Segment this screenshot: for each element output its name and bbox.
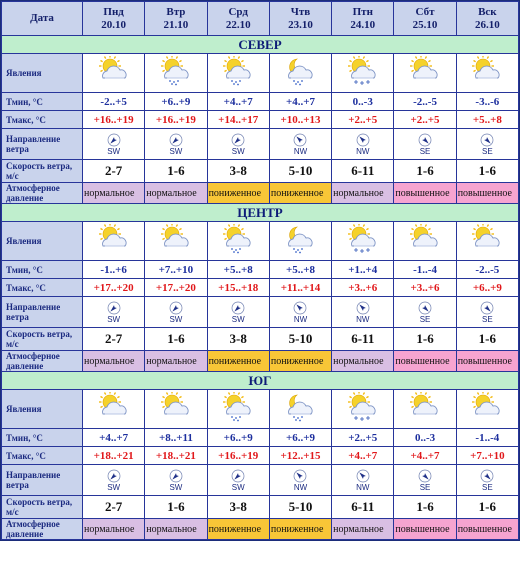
- day-name: Вск: [478, 5, 497, 18]
- phenomena-cell: [83, 222, 144, 260]
- day-name: Втр: [166, 5, 186, 18]
- partly-cloudy-light-rain-icon: [220, 241, 256, 258]
- wind-speed-label: Скорость ветра, м/с: [2, 160, 82, 182]
- wind-direction-text: NW: [293, 483, 308, 492]
- tmax-cell: +10..+13: [270, 111, 331, 128]
- wind-arrow-icon: [208, 133, 269, 147]
- pressure-cell: пониженное: [270, 351, 331, 371]
- wind-arrow-icon: [83, 469, 144, 483]
- pressure-cell: повышенное: [457, 519, 518, 539]
- tmin-cell: +1..+4: [332, 261, 393, 278]
- partly-cloudy-sun-icon: [469, 73, 505, 90]
- tmin-cell: -2..-5: [394, 93, 455, 110]
- wind-direction-cell: [145, 297, 206, 327]
- wind-direction-cell: [145, 465, 206, 495]
- pressure-row: [2, 519, 518, 539]
- day-header-1: [145, 2, 206, 35]
- wind-direction-text: SW: [107, 147, 121, 156]
- tmin-label: Тмин, °С: [2, 261, 82, 278]
- partly-cloudy-sun-icon: [407, 409, 443, 426]
- partly-cloudy-sun-icon: [469, 241, 505, 258]
- wind-direction-cell: [208, 129, 269, 159]
- region-name: СЕВЕР: [2, 36, 518, 53]
- wind-direction-text: SW: [169, 315, 183, 324]
- partly-cloudy-light-rain-icon: [158, 73, 194, 90]
- cloud-snow-icon: [345, 73, 381, 90]
- wind-direction-text: SE: [419, 483, 431, 492]
- wind-speed-cell: 1-6: [457, 160, 518, 182]
- moon-cloud-rain-icon: [282, 241, 318, 258]
- tmin-row: [2, 93, 518, 110]
- partly-cloudy-sun-icon: [407, 73, 443, 90]
- wind-arrow-icon: [270, 133, 331, 147]
- tmax-cell: +14..+17: [208, 111, 269, 128]
- wind-direction-text: SW: [231, 315, 245, 324]
- phenomena-row: [2, 54, 518, 92]
- pressure-row: [2, 183, 518, 203]
- wind-direction-cell: [394, 297, 455, 327]
- partly-cloudy-light-rain-icon: [220, 409, 256, 426]
- wind-direction-text: NW: [293, 315, 308, 324]
- pressure-label: Атмосферное давление: [2, 183, 82, 203]
- tmax-row: [2, 111, 518, 128]
- tmin-cell: +8..+11: [145, 429, 206, 446]
- wind-speed-cell: 1-6: [145, 160, 206, 182]
- phenomena-label: Явления: [2, 222, 82, 260]
- phenomena-cell: [270, 390, 331, 428]
- wind-direction-cell: [332, 465, 393, 495]
- moon-cloud-rain-icon: [282, 409, 318, 426]
- wind-direction-text: NW: [356, 147, 370, 156]
- tmax-cell: +6..+9: [457, 279, 518, 296]
- pressure-cell: нормальное: [332, 183, 393, 203]
- wind-arrow-icon: [332, 133, 393, 147]
- wind-arrow-icon: [457, 469, 518, 483]
- wind-speed-cell: 3-8: [208, 160, 269, 182]
- wind-arrow-icon: [270, 469, 331, 483]
- wind-speed-cell: 2-7: [83, 160, 144, 182]
- phenomena-cell: [145, 390, 206, 428]
- tmin-cell: -2..-5: [457, 261, 518, 278]
- day-name: Птн: [352, 5, 373, 18]
- tmin-cell: +7..+10: [145, 261, 206, 278]
- pressure-cell: нормальное: [332, 351, 393, 371]
- tmax-row: [2, 447, 518, 464]
- day-header-5: [394, 2, 455, 35]
- tmax-label: Тмакс, °С: [2, 279, 82, 296]
- wind-speed-cell: 1-6: [457, 328, 518, 350]
- phenomena-cell: [270, 54, 331, 92]
- tmax-cell: +17..+20: [83, 279, 144, 296]
- day-name: Срд: [228, 5, 248, 18]
- wind-direction-cell: [457, 297, 518, 327]
- wind-direction-cell: [394, 465, 455, 495]
- wind-arrow-icon: [83, 133, 144, 147]
- tmin-cell: +2..+5: [332, 429, 393, 446]
- wind-speed-cell: 5-10: [270, 496, 331, 518]
- tmin-cell: -3..-6: [457, 93, 518, 110]
- pressure-cell: пониженное: [208, 183, 269, 203]
- wind-direction-cell: [394, 129, 455, 159]
- wind-direction-text: SE: [419, 315, 431, 324]
- wind-arrow-icon: [457, 133, 518, 147]
- tmin-cell: +5..+8: [270, 261, 331, 278]
- wind-arrow-icon: [83, 301, 144, 315]
- phenomena-cell: [83, 54, 144, 92]
- partly-cloudy-sun-icon: [96, 241, 132, 258]
- tmax-cell: +16..+19: [83, 111, 144, 128]
- partly-cloudy-sun-icon: [158, 241, 194, 258]
- partly-cloudy-light-rain-icon: [220, 73, 256, 90]
- moon-cloud-rain-icon: [282, 73, 318, 90]
- forecast-table: [1, 1, 519, 540]
- tmax-cell: +2..+5: [332, 111, 393, 128]
- day-header-0: [83, 2, 144, 35]
- day-date: 24.10: [350, 18, 376, 31]
- wind-arrow-icon: [208, 469, 269, 483]
- wind-direction-text: SE: [482, 483, 493, 492]
- wind-direction-row: [2, 297, 518, 327]
- tmax-cell: +5..+8: [457, 111, 518, 128]
- partly-cloudy-sun-icon: [96, 73, 132, 90]
- wind-direction-cell: [83, 465, 144, 495]
- phenomena-label: Явления: [2, 390, 82, 428]
- phenomena-cell: [457, 54, 518, 92]
- pressure-row: [2, 351, 518, 371]
- wind-speed-cell: 1-6: [145, 328, 206, 350]
- pressure-cell: нормальное: [83, 183, 144, 203]
- wind-speed-row: [2, 496, 518, 518]
- day-date: 23.10: [288, 18, 313, 31]
- pressure-cell: повышенное: [457, 183, 518, 203]
- tmin-cell: 0..-3: [332, 93, 393, 110]
- pressure-cell: пониженное: [270, 183, 331, 203]
- pressure-cell: нормальное: [83, 519, 144, 539]
- wind-speed-cell: 2-7: [83, 496, 144, 518]
- wind-speed-row: [2, 328, 518, 350]
- phenomena-cell: [83, 390, 144, 428]
- partly-cloudy-sun-icon: [96, 409, 132, 426]
- tmax-cell: +18..+21: [145, 447, 206, 464]
- wind-speed-label: Скорость ветра, м/с: [2, 328, 82, 350]
- tmax-cell: +7..+10: [457, 447, 518, 464]
- wind-direction-cell: [332, 129, 393, 159]
- phenomena-cell: [145, 54, 206, 92]
- region-name: ЮГ: [2, 372, 518, 389]
- tmax-label: Тмакс, °С: [2, 447, 82, 464]
- phenomena-cell: [394, 390, 455, 428]
- wind-direction-cell: [332, 297, 393, 327]
- tmin-cell: +4..+7: [270, 93, 331, 110]
- wind-direction-label: Направление ветра: [2, 465, 82, 495]
- day-name: Сбт: [415, 5, 435, 18]
- day-header-3: [270, 2, 331, 35]
- tmax-cell: +18..+21: [83, 447, 144, 464]
- wind-arrow-icon: [145, 301, 206, 315]
- wind-direction-cell: [270, 297, 331, 327]
- phenomena-cell: [332, 54, 393, 92]
- region-header-2: [2, 372, 518, 389]
- wind-speed-cell: 3-8: [208, 328, 269, 350]
- wind-speed-cell: 1-6: [394, 496, 455, 518]
- phenomena-cell: [208, 222, 269, 260]
- wind-arrow-icon: [457, 301, 518, 315]
- wind-speed-cell: 3-8: [208, 496, 269, 518]
- day-header-6: [457, 2, 518, 35]
- wind-direction-cell: [83, 129, 144, 159]
- wind-direction-text: NW: [356, 483, 370, 492]
- tmin-cell: +4..+7: [208, 93, 269, 110]
- day-header-2: [208, 2, 269, 35]
- wind-arrow-icon: [208, 301, 269, 315]
- tmax-cell: +17..+20: [145, 279, 206, 296]
- tmin-cell: +6..+9: [208, 429, 269, 446]
- day-date: 20.10: [101, 18, 127, 31]
- wind-arrow-icon: [145, 469, 206, 483]
- tmin-label: Тмин, °С: [2, 429, 82, 446]
- wind-direction-cell: [145, 129, 206, 159]
- phenomena-cell: [457, 390, 518, 428]
- wind-speed-cell: 6-11: [332, 328, 393, 350]
- wind-speed-cell: 1-6: [145, 496, 206, 518]
- wind-direction-cell: [457, 465, 518, 495]
- phenomena-cell: [332, 390, 393, 428]
- pressure-cell: пониженное: [208, 519, 269, 539]
- wind-direction-text: SE: [419, 147, 431, 156]
- wind-speed-cell: 2-7: [83, 328, 144, 350]
- tmax-label: Тмакс, °С: [2, 111, 82, 128]
- wind-direction-text: SW: [231, 483, 245, 492]
- tmin-cell: +6..+9: [270, 429, 331, 446]
- tmax-cell: +11..+14: [270, 279, 331, 296]
- wind-direction-cell: [457, 129, 518, 159]
- phenomena-row: [2, 390, 518, 428]
- cloud-snow-icon: [345, 241, 381, 258]
- tmax-cell: +2..+5: [394, 111, 455, 128]
- wind-direction-label: Направление ветра: [2, 129, 82, 159]
- wind-direction-text: SE: [482, 147, 493, 156]
- wind-arrow-icon: [332, 301, 393, 315]
- wind-arrow-icon: [394, 133, 455, 147]
- region-header-0: [2, 36, 518, 53]
- wind-speed-cell: 1-6: [457, 496, 518, 518]
- wind-direction-text: SW: [231, 147, 245, 156]
- pressure-cell: повышенное: [457, 351, 518, 371]
- tmax-cell: +12..+15: [270, 447, 331, 464]
- tmin-cell: 0..-3: [394, 429, 455, 446]
- tmax-cell: +15..+18: [208, 279, 269, 296]
- wind-direction-cell: [208, 297, 269, 327]
- tmax-cell: +16..+19: [145, 111, 206, 128]
- wind-speed-cell: 5-10: [270, 328, 331, 350]
- phenomena-cell: [208, 390, 269, 428]
- tmax-cell: +4..+7: [332, 447, 393, 464]
- pressure-cell: повышенное: [394, 351, 455, 371]
- wind-direction-cell: [208, 465, 269, 495]
- tmin-cell: -1..-4: [457, 429, 518, 446]
- phenomena-cell: [208, 54, 269, 92]
- wind-speed-cell: 6-11: [332, 160, 393, 182]
- wind-direction-cell: [270, 129, 331, 159]
- wind-speed-cell: 1-6: [394, 328, 455, 350]
- pressure-label: Атмосферное давление: [2, 519, 82, 539]
- phenomena-cell: [394, 222, 455, 260]
- wind-speed-cell: 5-10: [270, 160, 331, 182]
- day-date: 21.10: [163, 18, 189, 31]
- pressure-cell: нормальное: [145, 183, 206, 203]
- day-date: 25.10: [412, 18, 438, 31]
- tmin-label: Тмин, °С: [2, 93, 82, 110]
- wind-direction-label: Направление ветра: [2, 297, 82, 327]
- wind-arrow-icon: [394, 301, 455, 315]
- wind-arrow-icon: [270, 301, 331, 315]
- phenomena-cell: [394, 54, 455, 92]
- tmin-cell: -1..-4: [394, 261, 455, 278]
- tmax-row: [2, 279, 518, 296]
- tmin-row: [2, 261, 518, 278]
- tmin-cell: +4..+7: [83, 429, 144, 446]
- partly-cloudy-sun-icon: [407, 241, 443, 258]
- wind-direction-text: SW: [107, 483, 121, 492]
- wind-speed-label: Скорость ветра, м/с: [2, 496, 82, 518]
- wind-direction-row: [2, 465, 518, 495]
- cloud-snow-icon: [345, 409, 381, 426]
- day-name: Пнд: [103, 5, 124, 18]
- header-row: [2, 2, 518, 35]
- tmin-cell: +6..+9: [145, 93, 206, 110]
- tmax-cell: +16..+19: [208, 447, 269, 464]
- wind-direction-cell: [83, 297, 144, 327]
- day-header-4: [332, 2, 393, 35]
- tmin-cell: -2..+5: [83, 93, 144, 110]
- pressure-cell: нормальное: [332, 519, 393, 539]
- pressure-cell: нормальное: [145, 351, 206, 371]
- pressure-cell: пониженное: [270, 519, 331, 539]
- phenomena-cell: [457, 222, 518, 260]
- phenomena-cell: [145, 222, 206, 260]
- pressure-cell: повышенное: [394, 183, 455, 203]
- pressure-label: Атмосферное давление: [2, 351, 82, 371]
- wind-direction-text: NW: [293, 147, 308, 156]
- day-date: 22.10: [225, 18, 251, 31]
- phenomena-cell: [332, 222, 393, 260]
- wind-direction-text: SE: [482, 315, 493, 324]
- tmax-cell: +3..+6: [394, 279, 455, 296]
- pressure-cell: нормальное: [83, 351, 144, 371]
- pressure-cell: нормальное: [145, 519, 206, 539]
- phenomena-cell: [270, 222, 331, 260]
- wind-direction-text: SW: [169, 147, 183, 156]
- pressure-cell: пониженное: [208, 351, 269, 371]
- wind-direction-text: SW: [107, 315, 121, 324]
- day-name: Чтв: [290, 5, 311, 18]
- phenomena-label: Явления: [2, 54, 82, 92]
- tmin-row: [2, 429, 518, 446]
- wind-speed-cell: 1-6: [394, 160, 455, 182]
- wind-arrow-icon: [332, 469, 393, 483]
- wind-arrow-icon: [394, 469, 455, 483]
- wind-direction-text: SW: [169, 483, 183, 492]
- wind-speed-cell: 6-11: [332, 496, 393, 518]
- region-name: ЦЕНТР: [2, 204, 518, 221]
- partly-cloudy-sun-icon: [469, 409, 505, 426]
- partly-cloudy-sun-icon: [158, 409, 194, 426]
- tmax-cell: +3..+6: [332, 279, 393, 296]
- phenomena-row: [2, 222, 518, 260]
- region-header-1: [2, 204, 518, 221]
- tmin-cell: +5..+8: [208, 261, 269, 278]
- wind-arrow-icon: [145, 133, 206, 147]
- wind-direction-cell: [270, 465, 331, 495]
- tmax-cell: +4..+7: [394, 447, 455, 464]
- pressure-cell: повышенное: [394, 519, 455, 539]
- wind-direction-text: NW: [356, 315, 370, 324]
- wind-direction-row: [2, 129, 518, 159]
- wind-speed-row: [2, 160, 518, 182]
- date-header: Дата: [2, 2, 82, 35]
- day-date: 26.10: [474, 18, 500, 31]
- tmin-cell: -1..+6: [83, 261, 144, 278]
